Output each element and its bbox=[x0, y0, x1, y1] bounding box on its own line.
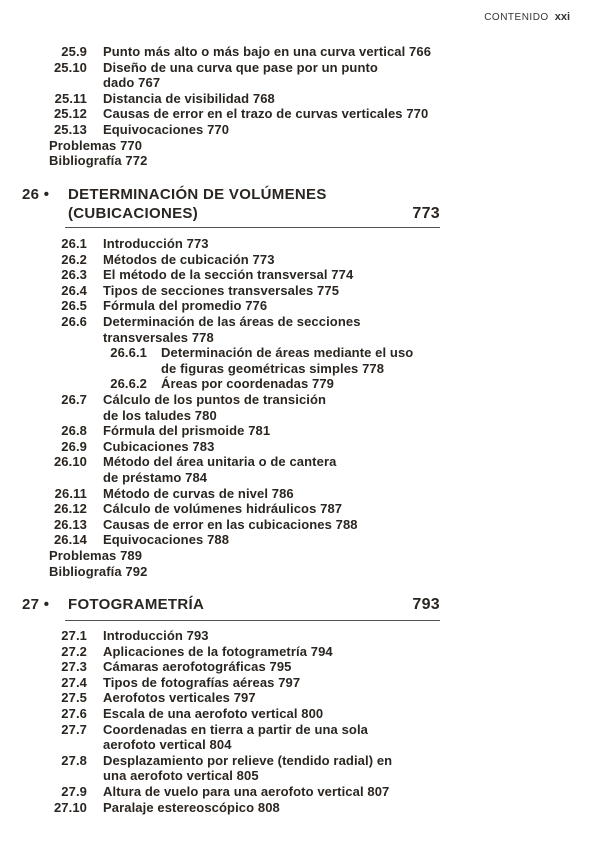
toc-entry-title: Cálculo de los puntos de transición bbox=[103, 392, 327, 407]
toc-entry-number: 27.5 bbox=[61, 690, 87, 706]
header-label: CONTENIDO bbox=[484, 12, 549, 23]
toc-entry-number: 25.13 bbox=[53, 122, 87, 137]
toc-entry-number: 26.6.1 bbox=[110, 345, 147, 361]
toc-entry-number: 26.13 bbox=[53, 516, 87, 532]
toc-entry-number: 27.2 bbox=[61, 643, 87, 659]
toc-entry-title: Aerofotos verticales 797 bbox=[103, 690, 256, 706]
toc-back-matter[interactable]: Bibliografía 792 bbox=[49, 563, 148, 579]
toc-entry-title: Causas de error en el trazo de curvas verticales 770 bbox=[103, 106, 429, 122]
toc-entry-title: una aerofoto vertical 805 bbox=[103, 768, 259, 784]
toc-entry-title: El método de la sección transversal 774 bbox=[103, 267, 354, 283]
toc-entry-title: dado 767 bbox=[103, 75, 161, 91]
toc-entry-title: Distancia de visibilidad 768 bbox=[103, 90, 275, 106]
toc-entry-title: Cubicaciones 783 bbox=[103, 438, 215, 454]
toc-entry-title: Método de curvas de nivel 786 bbox=[103, 485, 294, 501]
chapter-page: 773 bbox=[412, 205, 440, 222]
toc-entry-number: 26.4 bbox=[61, 282, 87, 298]
toc-entry-title: Diseño de una curva que pase por un punto bbox=[103, 59, 378, 75]
toc-entry-number: 25.11 bbox=[54, 90, 87, 106]
toc-entry-title: Punto más alto o más bajo en una curva vertical 766 bbox=[103, 44, 432, 59]
toc-entry-number: 25.9 bbox=[61, 44, 87, 59]
chapter-number: 27 • bbox=[22, 596, 50, 613]
toc-entry-number: 27.1 bbox=[61, 628, 87, 643]
toc-entry-title: de los taludes 780 bbox=[103, 407, 217, 423]
toc-entry-title: Equivocaciones 788 bbox=[103, 532, 230, 548]
toc-entry-title: transversales 778 bbox=[103, 329, 214, 345]
toc-entry-title: Aplicaciones de la fotogrametría 794 bbox=[103, 643, 333, 659]
toc-entry-number: 25.12 bbox=[53, 106, 87, 122]
toc-entry-number: 27.9 bbox=[61, 784, 87, 799]
toc-entry-title: Cámaras aerofotográficas 795 bbox=[103, 659, 292, 675]
toc-entry-number: 26.7 bbox=[61, 392, 87, 407]
toc-entry-title: de préstamo 784 bbox=[103, 469, 208, 485]
chapter-number: 26 • bbox=[22, 186, 50, 203]
toc-entry-number: 26.1 bbox=[61, 236, 87, 251]
chapter-rule bbox=[65, 620, 440, 621]
toc-entry-number: 26.12 bbox=[53, 501, 87, 517]
toc-entry-number: 26.11 bbox=[54, 485, 87, 501]
toc-back-matter[interactable]: Problemas 770 bbox=[49, 137, 143, 153]
toc-back-matter[interactable]: Bibliografía 772 bbox=[49, 153, 148, 169]
toc-entry-number: 26.14 bbox=[53, 532, 87, 548]
toc-entry-title: Tipos de fotografías aéreas 797 bbox=[103, 674, 301, 690]
toc-entry-title: Determinación de las áreas de secciones bbox=[103, 314, 361, 329]
toc-entry-number: 27.6 bbox=[61, 706, 87, 721]
toc-entry-number: 27.4 bbox=[61, 674, 87, 690]
toc-entry-number: 27.3 bbox=[61, 659, 87, 675]
toc-entry-number: 27.8 bbox=[61, 752, 87, 768]
toc-entry-title: aerofoto vertical 804 bbox=[103, 737, 232, 753]
toc-entry-number: 26.10 bbox=[53, 454, 87, 470]
toc-entry-title: Cálculo de volúmenes hidráulicos 787 bbox=[103, 501, 343, 517]
header-page-number: xxi bbox=[554, 11, 570, 23]
toc-entry-number: 27.10 bbox=[53, 799, 87, 815]
toc-entry-title: Introducción 793 bbox=[103, 628, 209, 643]
toc-entry-number: 26.8 bbox=[61, 423, 87, 439]
toc-entry-number: 25.10 bbox=[53, 59, 87, 75]
chapter-title: FOTOGRAMETRÍA bbox=[68, 596, 205, 613]
toc-entry-title: Determinación de áreas mediante el uso bbox=[161, 345, 414, 361]
toc-entry-title: Altura de vuelo para una aerofoto vertical 807 bbox=[103, 784, 390, 799]
toc-entry-title: Fórmula del promedio 776 bbox=[103, 298, 268, 314]
chapter-title: (CUBICACIONES) bbox=[68, 205, 199, 222]
toc-entry-number: 26.6 bbox=[61, 314, 87, 329]
toc-entry-title: Tipos de secciones transversales 775 bbox=[103, 282, 340, 298]
chapter-title: DETERMINACIÓN DE VOLÚMENES bbox=[68, 186, 327, 203]
toc-entry-title: Coordenadas en tierra a partir de una sola bbox=[103, 721, 368, 737]
toc-entry-number: 26.6.2 bbox=[110, 376, 147, 392]
toc-entry-number: 26.5 bbox=[61, 298, 87, 314]
toc-back-matter[interactable]: Problemas 789 bbox=[49, 548, 143, 563]
toc-entry-number: 27.7 bbox=[61, 721, 87, 737]
toc-entry-title: Método del área unitaria o de cantera bbox=[103, 454, 337, 470]
toc-entry-title: de figuras geométricas simples 778 bbox=[161, 360, 385, 376]
running-header bbox=[484, 11, 570, 23]
toc-entry-number: 26.9 bbox=[61, 438, 87, 454]
toc-entry-title: Desplazamiento por relieve (tendido radial) en bbox=[103, 752, 393, 768]
toc-entry-title: Paralaje estereoscópico 808 bbox=[103, 799, 280, 815]
toc-entry-title: Métodos de cubicación 773 bbox=[103, 251, 275, 267]
toc-entry-title: Equivocaciones 770 bbox=[103, 122, 230, 137]
toc-entry-title: Áreas por coordenadas 779 bbox=[161, 376, 335, 392]
toc-entry-title: Causas de error en las cubicaciones 788 bbox=[103, 516, 358, 532]
toc-entry-title: Introducción 773 bbox=[103, 236, 209, 251]
chapter-rule bbox=[65, 227, 440, 228]
toc-entry-title: Fórmula del prismoide 781 bbox=[103, 423, 271, 439]
toc-entry-number: 26.2 bbox=[61, 251, 87, 267]
toc-entry-title: Escala de una aerofoto vertical 800 bbox=[103, 706, 324, 721]
toc-entry-number: 26.3 bbox=[61, 267, 87, 283]
chapter-page: 793 bbox=[412, 596, 440, 613]
